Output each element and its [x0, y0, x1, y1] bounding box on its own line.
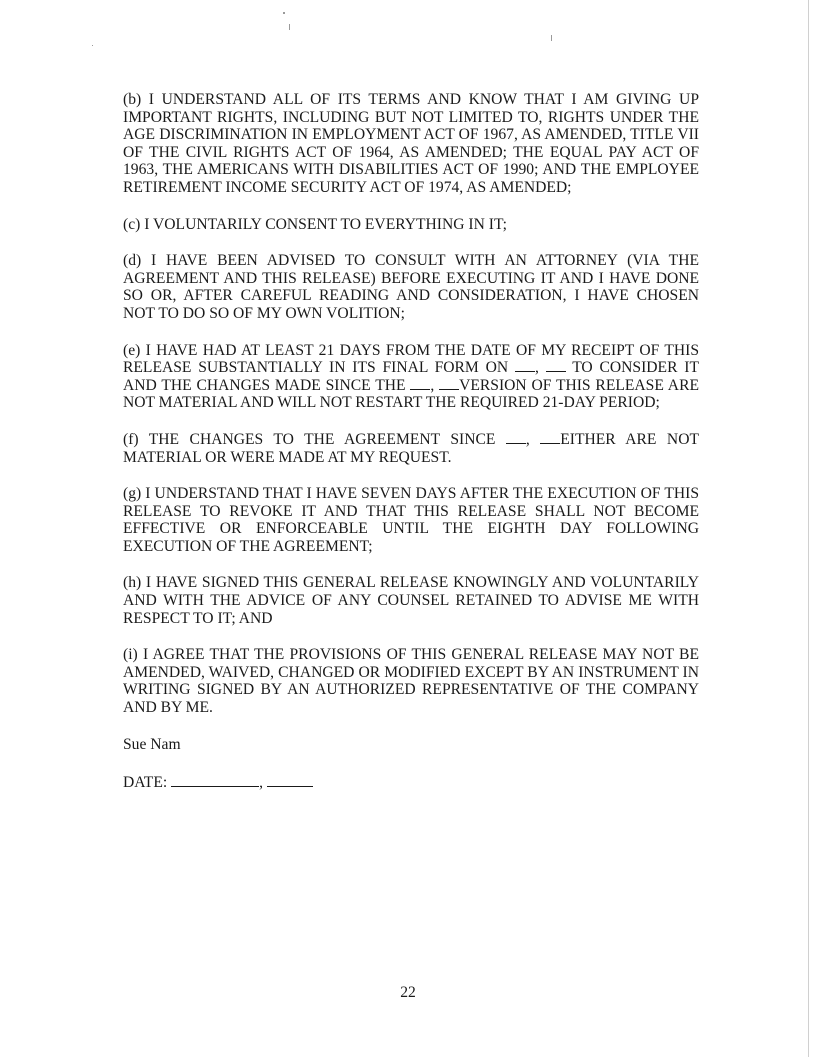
blank-field	[439, 377, 459, 390]
clause-f-text-2: EITHER ARE NOT MATERIAL OR WERE MADE AT MY REQUEST.	[123, 430, 699, 466]
clause-b: (b) I UNDERSTAND ALL OF ITS TERMS AND KNOW THAT I AM GIVING UP IMPORTANT RIGHTS, INCLUDING BUT NOT LIMITED TO, RIGHTS UNDER THE AGE DISCRIMINATION IN EMPLOYMENT ACT OF 1967, AS AMENDED, TITLE VII OF THE CIVIL RIGHTS ACT OF 1964, AS AMENDED; THE EQUAL PAY ACT OF 1963, THE AMERICANS WITH DISABILITIES ACT OF 1990; AND THE EMPLOYEE RETIREMENT INCOME SECURITY ACT OF 1974, AS AMENDED;	[123, 91, 699, 196]
clause-e-text-2: TO CONSIDER IT AND THE CHANGES MADE SINCE THE	[123, 359, 699, 394]
page-number: 22	[400, 984, 416, 1001]
release-body	[123, 91, 699, 792]
comma: ,	[259, 773, 263, 791]
scan-speck	[283, 12, 285, 14]
clause-h: (h) I HAVE SIGNED THIS GENERAL RELEASE KNOWINGLY AND VOLUNTARILY AND WITH THE ADVICE OF ANY COUNSEL RETAINED TO ADVISE ME WITH RESPECT TO IT; AND	[123, 574, 699, 627]
date-label: DATE:	[123, 773, 168, 791]
clause-d: (d) I HAVE BEEN ADVISED TO CONSULT WITH AN ATTORNEY (VIA THE AGREEMENT AND THIS RELEASE) BEFORE EXECUTING IT AND I HAVE DONE SO OR, AFTER CAREFUL READING AND CONSIDERATION, I HAVE CHOSEN NOT TO DO SO OF MY OWN VOLITION;	[123, 252, 699, 322]
blank-field	[506, 431, 526, 444]
scan-speck	[289, 24, 290, 30]
clause-i: (i) I AGREE THAT THE PROVISIONS OF THIS GENERAL RELEASE MAY NOT BE AMENDED, WAIVED, CHANGED OR MODIFIED EXCEPT BY AN INSTRUMENT IN WRITING SIGNED BY AN AUTHORIZED REPRESENTATIVE OF THE COMPANY AND BY ME.	[123, 646, 699, 717]
clause-e-text-3: VERSION OF THIS RELEASE ARE NOT MATERIAL AND WILL NOT RESTART THE REQUIRED 21-DAY PERIOD;	[123, 376, 699, 412]
comma: ,	[525, 430, 530, 448]
blank-field	[546, 359, 566, 372]
blank-field	[515, 359, 535, 372]
signature-name: Sue Nam	[123, 735, 181, 753]
clause-f-text-1: (f) THE CHANGES TO THE AGREEMENT SINCE	[123, 430, 496, 448]
blank-field	[540, 431, 560, 444]
scan-speck	[92, 45, 93, 46]
clause-f	[123, 431, 699, 466]
comma: ,	[534, 359, 539, 377]
clause-e	[123, 342, 699, 412]
scan-edge-line	[808, 0, 809, 1057]
clause-e-text-1: (e) I HAVE HAD AT LEAST 21 DAYS FROM THE DATE OF MY RECEIPT OF THIS RELEASE SUBSTANTIALLY IN ITS FINAL FORM ON	[123, 341, 699, 377]
date-blank-month	[171, 774, 259, 787]
scan-speck	[551, 35, 552, 41]
blank-field	[410, 377, 430, 390]
date-line	[123, 774, 699, 792]
date-blank-year	[267, 774, 313, 787]
clause-g: (g) I UNDERSTAND THAT I HAVE SEVEN DAYS AFTER THE EXECUTION OF THIS RELEASE TO REVOKE IT AND THAT THIS RELEASE SHALL NOT BECOME EFFECTIVE OR ENFORCEABLE UNTIL THE EIGHTH DAY FOLLOWING EXECUTION OF THE AGREEMENT;	[123, 485, 699, 555]
comma: ,	[430, 376, 435, 394]
clause-c: (c) I VOLUNTARILY CONSENT TO EVERYTHING IN IT;	[123, 215, 507, 233]
